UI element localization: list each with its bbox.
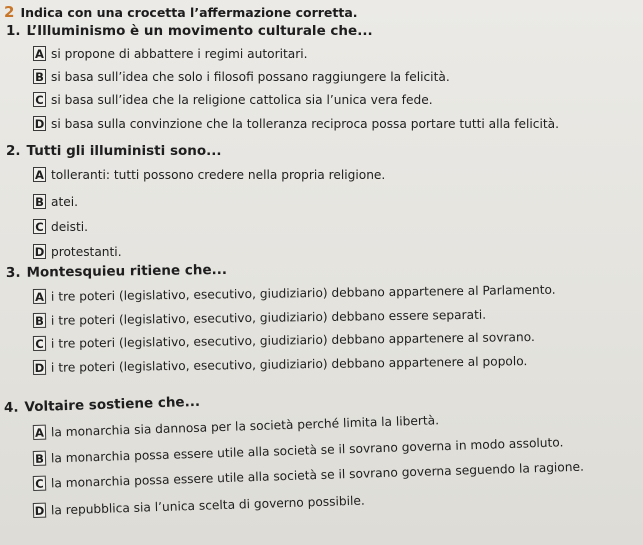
exercise-instruction: Indica con una crocetta l’affermazione corretta.: [20, 5, 358, 20]
option-text: i tre poteri (legislativo, esecutivo, giudiziario) debbano appartenere al popolo.: [50, 353, 528, 375]
option-3b[interactable]: [33, 307, 486, 328]
question-number: 2.: [6, 143, 21, 159]
option-text: i tre poteri (legislativo, esecutivo, giudiziario) debbano essere separati.: [50, 307, 487, 328]
option-4a[interactable]: [33, 412, 439, 440]
question-number: 3.: [5, 264, 21, 281]
option-4c[interactable]: [33, 459, 584, 491]
question-3: [6, 262, 227, 281]
option-1b[interactable]: [33, 69, 450, 84]
option-text: i tre poteri (legislativo, esecutivo, giudiziario) debbano appartenere al sovrano.: [50, 329, 535, 351]
question-text: Tutti gli illuministi sono...: [26, 143, 222, 159]
option-text: la repubblica sia l’unica scelta di governo possibile.: [50, 493, 365, 517]
option-3a[interactable]: [33, 282, 556, 304]
option-3c[interactable]: [33, 329, 535, 351]
option-text: si basa sull’idea che la religione cattolica sia l’unica vera fede.: [51, 92, 433, 107]
answer-checkbox[interactable]: C: [33, 219, 46, 234]
answer-checkbox[interactable]: C: [33, 92, 46, 107]
answer-checkbox[interactable]: A: [33, 425, 46, 440]
option-2b[interactable]: [33, 194, 78, 209]
option-1c[interactable]: [33, 92, 433, 107]
answer-checkbox[interactable]: C: [33, 476, 46, 491]
question-text: Voltaire sostiene che...: [24, 393, 201, 416]
option-text: si propone di abbattere i regimi autoritari.: [51, 46, 308, 61]
question-4: [4, 394, 200, 416]
option-2d[interactable]: [33, 244, 122, 259]
option-2a[interactable]: [33, 167, 385, 182]
answer-checkbox[interactable]: D: [34, 244, 45, 259]
question-2: [6, 143, 222, 159]
answer-checkbox[interactable]: A: [33, 46, 46, 61]
exercise-number: 2: [4, 3, 15, 21]
option-2c[interactable]: [33, 219, 88, 234]
answer-checkbox[interactable]: D: [34, 503, 45, 518]
answer-checkbox[interactable]: B: [33, 194, 46, 209]
option-text: protestanti.: [51, 244, 122, 259]
option-text: atei.: [51, 194, 79, 209]
answer-checkbox[interactable]: D: [34, 116, 45, 131]
exercise-header: [4, 3, 358, 21]
option-4d[interactable]: [33, 493, 365, 518]
answer-checkbox[interactable]: D: [34, 360, 45, 375]
answer-checkbox[interactable]: B: [33, 69, 46, 84]
answer-checkbox[interactable]: B: [33, 313, 46, 328]
answer-checkbox[interactable]: B: [33, 451, 46, 466]
option-text: tolleranti: tutti possono credere nella propria religione.: [51, 167, 386, 182]
option-text: la monarchia possa essere utile alla società se il sovrano governa in modo assoluto.: [50, 434, 564, 465]
question-text: Montesquieu ritiene che...: [26, 261, 228, 281]
answer-checkbox[interactable]: C: [33, 336, 46, 351]
option-3d[interactable]: [33, 353, 528, 375]
option-text: si basa sulla convinzione che la tolleranza reciproca possa portare tutti alla felicità.: [51, 116, 559, 131]
question-number: 4.: [3, 399, 19, 416]
option-text: deisti.: [51, 219, 89, 234]
option-text: la monarchia sia dannosa per la società perché limita la libertà.: [50, 412, 440, 439]
option-text: la monarchia possa essere utile alla società se il sovrano governa seguendo la ragione.: [50, 459, 585, 490]
answer-checkbox[interactable]: A: [33, 289, 46, 304]
answer-checkbox[interactable]: A: [33, 167, 46, 182]
question-text: L’Illuminismo è un movimento culturale che...: [26, 23, 373, 39]
option-1d[interactable]: [33, 116, 559, 131]
question-1: [6, 23, 373, 39]
question-number: 1.: [6, 23, 21, 39]
option-text: i tre poteri (legislativo, esecutivo, giudiziario) debbano appartenere al Parlamento.: [50, 282, 556, 304]
option-text: si basa sull’idea che solo i filosofi possano raggiungere la felicità.: [51, 69, 450, 84]
option-1a[interactable]: [33, 46, 308, 61]
